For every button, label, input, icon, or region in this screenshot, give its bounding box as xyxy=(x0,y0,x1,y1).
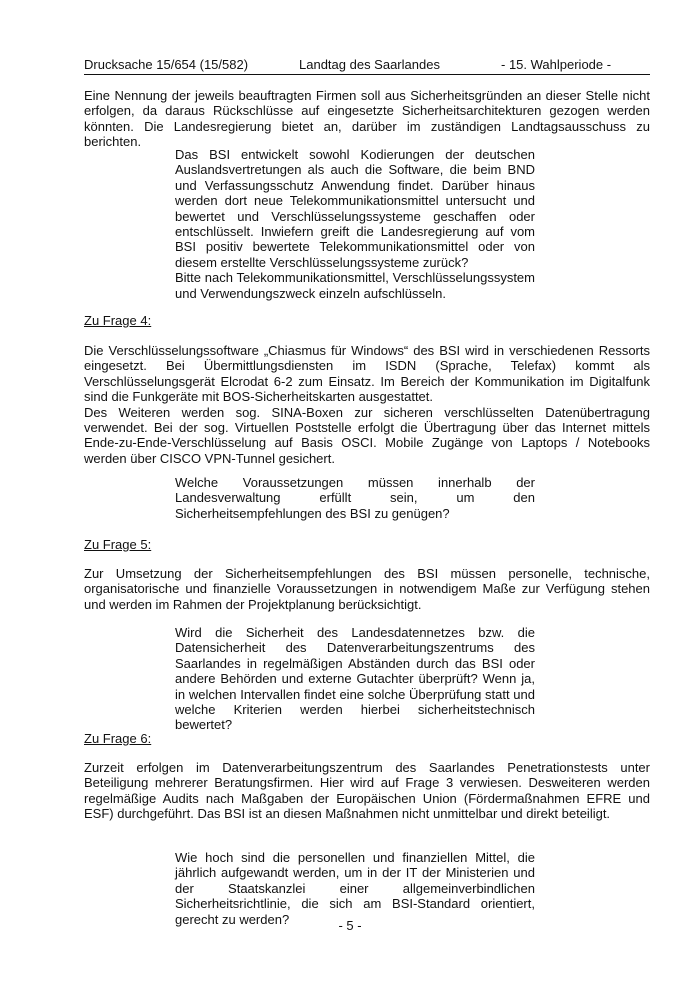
answer-4-paragraph-1: Die Verschlüsselungssoftware „Chiasmus für Windows“ des BSI wird in verschiedenen Ressorts eingesetzt. Bei Übermittlungsdiensten im ISDN (Sprache, Telefax) kommt als Verschlüsselungsgerät Elcrodat 6-2 zum Einsatz. Im Bereich der Kommunikation im Digitalfunk sind die Funkgeräte mit BOS-Sicherheitskarten ausgestattet. xyxy=(84,343,650,405)
answer-4-heading: Zu Frage 4: xyxy=(84,313,152,328)
question-4 xyxy=(175,147,535,301)
question-5 xyxy=(175,475,535,521)
question-7-text: Wie hoch sind die personellen und finanziellen Mittel, die jährlich aufgewandt werden, um in der IT der Ministerien und der Staatskanzlei einer allgemeinverbindlichen Sicherheitsrichtlinie, die sich am BSI-Standard orientiert, gerecht zu werden? xyxy=(175,850,535,927)
question-4-request: Bitte nach Telekommunikationsmittel, Verschlüsselungssystem und Verwendungszweck einzeln aufschlüsseln. xyxy=(175,270,535,301)
answer-6-paragraph: Zurzeit erfolgen im Datenverarbeitungszentrum des Saarlandes Penetrationstests unter Beteiligung mehrerer Beratungsfirmen. Hier wird auf Frage 3 verwiesen. Desweiteren werden regelmäßige Audits nach Maßgaben der Europäischen Union (Fördermaßnahmen EFRE und ESF) durchgeführt. Das BSI ist an diesen Maßnahmen nicht unmittelbar und direkt beteiligt. xyxy=(84,760,650,822)
answer-6-heading: Zu Frage 6: xyxy=(84,731,152,746)
document-number: Drucksache 15/654 (15/582) xyxy=(84,57,249,72)
page-header xyxy=(84,57,650,75)
answer-5-paragraph: Zur Umsetzung der Sicherheitsempfehlungen des BSI müssen personelle, technische, organisatorische und finanzielle Voraussetzungen in notwendigem Maße zur Verfügung stehen und werden im Rahmen der Projektplanung berücksichtigt. xyxy=(84,566,650,612)
parliament-name: Landtag des Saarlandes xyxy=(299,57,440,72)
question-6-text: Wird die Sicherheit des Landesdatennetzes bzw. die Datensicherheit des Datenverarbeitungszentrums des Saarlandes in regelmäßigen Abständen durch das BSI oder andere Behörden und externe Gutachter überprüft? Wenn ja, in welchen Intervallen findet eine solche Überprüfung statt und welche Kriterien werden hierbei sicherheitstechnisch bewertet? xyxy=(175,625,535,733)
answer-4-paragraph-2: Des Weiteren werden sog. SINA-Boxen zur sicheren verschlüsselten Datenübertragung verwendet. Bei der sog. Virtuellen Poststelle erfolgt die Übertragung über das Internet mittels Ende-zu-Ende-Verschlüsselung auf Basis OSCI. Mobile Zugänge von Laptops / Notebooks werden über CISCO VPN-Tunnel gesichert. xyxy=(84,404,650,466)
question-7 xyxy=(175,850,535,927)
question-4-text: Das BSI entwickelt sowohl Kodierungen der deutschen Auslandsvertretungen als auch die Software, die beim BND und Verfassungsschutz Anwendung findet. Darüber hinaus werden dort neue Telekommunikationsmittel untersucht und bewertet und Verschlüsselungssysteme geschaffen oder entschlüsselt. Inwiefern greift die Landesregierung auf vom BSI positiv bewertete Telekommunikationsmittel oder von diesem erstellte Verschlüsselungssysteme zurück? xyxy=(175,147,535,270)
question-6 xyxy=(175,625,535,733)
question-5-text: Welche Voraussetzungen müssen innerhalb der Landesverwaltung erfüllt sein, um den Sicherheitsempfehlungen des BSI zu genügen? xyxy=(175,475,535,521)
answer-5-heading: Zu Frage 5: xyxy=(84,537,152,552)
page-number: - 5 - xyxy=(338,918,362,933)
legislative-period: - 15. Wahlperiode - xyxy=(501,57,612,72)
intro-paragraph: Eine Nennung der jeweils beauftragten Firmen soll aus Sicherheitsgründen an dieser Stelle nicht erfolgen, da daraus Rückschlüsse auf eingesetzte Sicherheitsarchitekturen gezogen werden könnten. Die Landesregierung bietet an, darüber im zuständigen Landtagsausschuss zu berichten. xyxy=(84,88,650,150)
answer-4 xyxy=(84,343,650,466)
